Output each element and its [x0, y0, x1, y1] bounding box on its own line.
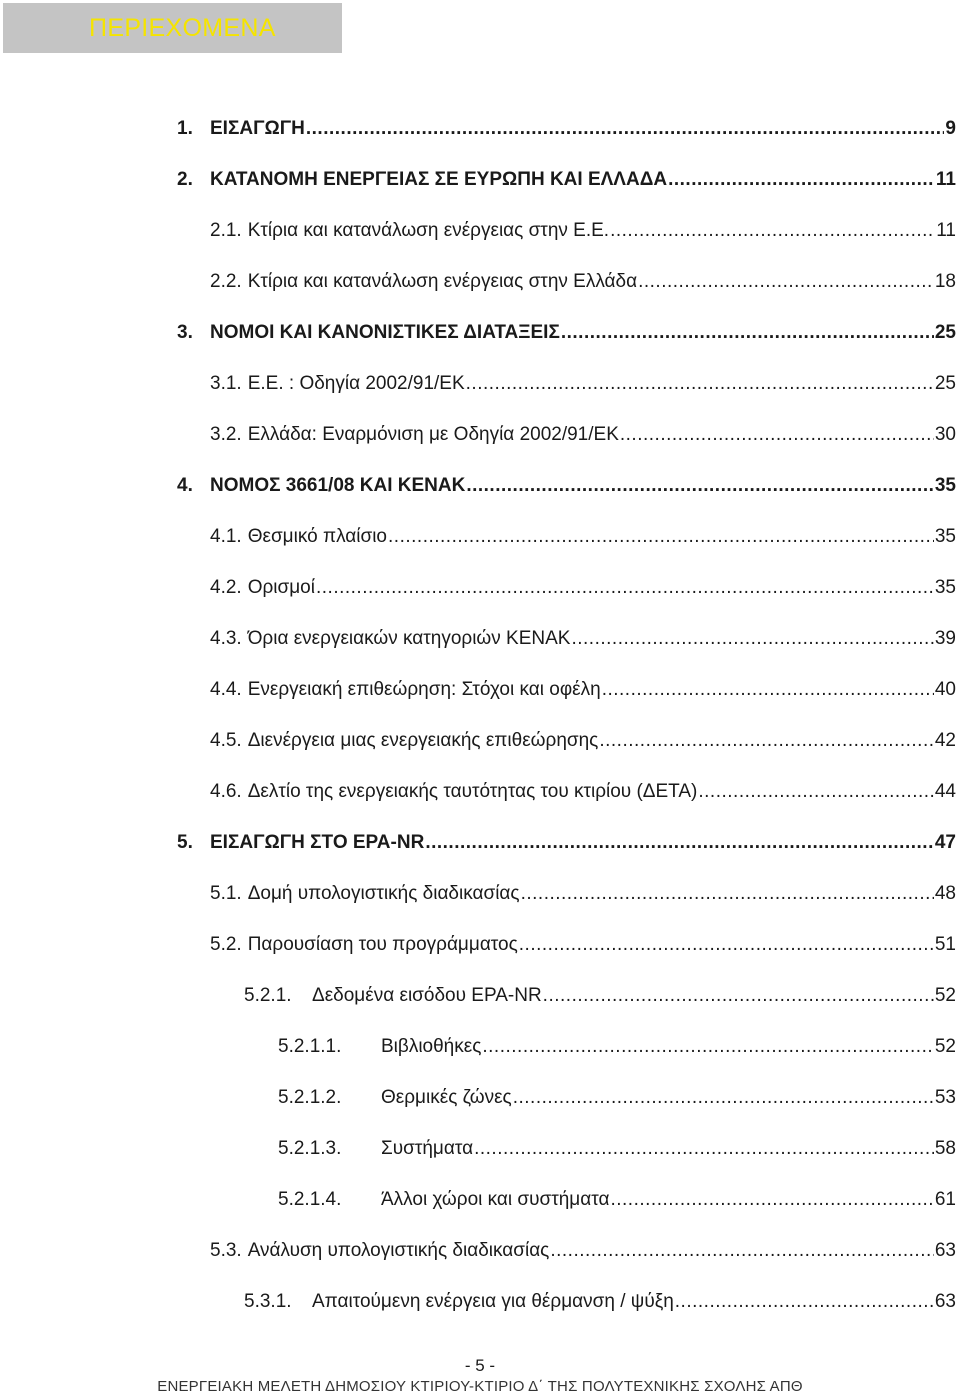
toc-entry-number: 4.	[177, 474, 193, 496]
toc-entry[interactable]	[0, 715, 960, 766]
toc-entry-number: 5.2.1.1.	[278, 1035, 342, 1057]
toc-leader-dots	[668, 168, 935, 192]
toc-entry-title: Παρουσίαση του προγράμματος	[247, 933, 518, 955]
toc-entry[interactable]	[0, 409, 960, 460]
table-of-contents	[0, 103, 960, 1327]
toc-entry-page: 9	[945, 117, 956, 139]
toc-entry-number: 5.3.	[210, 1239, 242, 1261]
toc-entry[interactable]	[0, 613, 960, 664]
toc-entry-number: 5.	[177, 831, 193, 853]
toc-entry[interactable]	[0, 1276, 960, 1327]
toc-entry-title: Δελτίο της ενεργειακής ταυτότητας του κτιρίου (ΔΕΤΑ)	[247, 780, 698, 802]
toc-entry[interactable]	[0, 205, 960, 256]
contents-heading: ΠΕΡΙΕΧΟΜΕΝΑ	[89, 13, 276, 42]
toc-entry-page: 44	[934, 780, 956, 802]
toc-entry[interactable]	[0, 664, 960, 715]
toc-entry-title: Κτίρια και κατανάλωση ενέργειας στην Ε.Ε.	[247, 219, 610, 241]
toc-entry-number: 3.2.	[210, 423, 242, 445]
toc-entry[interactable]	[0, 460, 960, 511]
toc-entry-page: 35	[934, 474, 956, 496]
toc-entry-page: 52	[934, 984, 956, 1006]
toc-leader-dots	[543, 984, 934, 1008]
toc-entry[interactable]	[0, 154, 960, 205]
toc-entry-number: 4.3.	[210, 627, 242, 649]
toc-entry-page: 30	[934, 423, 956, 445]
toc-leader-dots	[466, 372, 934, 396]
toc-entry-number: 4.2.	[210, 576, 242, 598]
toc-leader-dots	[602, 678, 934, 702]
toc-entry-page: 53	[934, 1086, 956, 1108]
toc-leader-dots	[620, 423, 934, 447]
toc-entry-page: 48	[934, 882, 956, 904]
toc-entry-title: Δεδομένα εισόδου EPA-NR	[312, 984, 542, 1006]
toc-entry[interactable]	[0, 1123, 960, 1174]
toc-entry[interactable]	[0, 766, 960, 817]
toc-entry[interactable]	[0, 562, 960, 613]
toc-leader-dots	[425, 831, 934, 855]
toc-entry-title: Ορισμοί	[247, 576, 315, 598]
toc-leader-dots	[521, 882, 934, 906]
toc-entry-title: Ανάλυση υπολογιστικής διαδικασίας	[247, 1239, 550, 1261]
toc-leader-dots	[550, 1239, 934, 1263]
toc-entry[interactable]	[0, 1072, 960, 1123]
toc-entry-page: 39	[934, 627, 956, 649]
toc-entry-number: 5.1.	[210, 882, 242, 904]
toc-entry[interactable]	[0, 919, 960, 970]
toc-leader-dots	[675, 1290, 934, 1314]
toc-leader-dots	[599, 729, 934, 753]
toc-entry-title: Ελλάδα: Εναρμόνιση με Οδηγία 2002/91/ΕΚ	[247, 423, 619, 445]
toc-entry-number: 3.1.	[210, 372, 242, 394]
toc-entry-page: 63	[934, 1290, 956, 1312]
toc-entry-title: ΝΟΜΟΣ 3661/08 ΚΑΙ ΚΕΝΑΚ	[210, 474, 466, 496]
toc-entry-number: 4.6.	[210, 780, 242, 802]
toc-leader-dots	[316, 576, 934, 600]
toc-leader-dots	[482, 1035, 933, 1059]
toc-entry[interactable]	[0, 1174, 960, 1225]
toc-entry[interactable]	[0, 868, 960, 919]
toc-entry-number: 5.2.	[210, 933, 242, 955]
toc-entry-number: 5.2.1.3.	[278, 1137, 342, 1159]
toc-entry-title: Δομή υπολογιστικής διαδικασίας	[247, 882, 520, 904]
toc-entry-page: 61	[934, 1188, 956, 1210]
toc-leader-dots	[698, 780, 933, 804]
toc-leader-dots	[466, 474, 934, 498]
toc-entry-title: Θερμικές ζώνες	[381, 1086, 512, 1108]
toc-entry-title: Όρια ενεργειακών κατηγοριών ΚΕΝΑΚ	[247, 627, 571, 649]
toc-entry-number: 3.	[177, 321, 193, 343]
toc-entry-number: 4.5.	[210, 729, 242, 751]
toc-entry-title: Βιβλιοθήκες	[381, 1035, 482, 1057]
toc-leader-dots	[610, 219, 935, 243]
toc-entry[interactable]	[0, 103, 960, 154]
toc-entry-page: 47	[934, 831, 956, 853]
toc-entry-title: Κτίρια και κατανάλωση ενέργειας στην Ελλάδα	[247, 270, 638, 292]
toc-entry-page: 51	[934, 933, 956, 955]
toc-entry-page: 42	[934, 729, 956, 751]
toc-entry[interactable]	[0, 1225, 960, 1276]
toc-entry-page: 35	[934, 525, 956, 547]
toc-entry-title: Ε.Ε. : Οδηγία 2002/91/ΕΚ	[247, 372, 465, 394]
toc-leader-dots	[571, 627, 933, 651]
toc-leader-dots	[474, 1137, 934, 1161]
toc-entry-number: 4.1.	[210, 525, 242, 547]
toc-leader-dots	[561, 321, 934, 345]
toc-entry-number: 5.2.1.	[244, 984, 292, 1006]
toc-entry[interactable]	[0, 307, 960, 358]
toc-leader-dots	[388, 525, 934, 549]
toc-entry-page: 18	[934, 270, 956, 292]
toc-entry[interactable]	[0, 817, 960, 868]
toc-entry-title: ΕΙΣΑΓΩΓΗ	[210, 117, 305, 139]
toc-entry-title: Διενέργεια μιας ενεργειακής επιθεώρησης	[247, 729, 599, 751]
toc-entry-number: 2.2.	[210, 270, 242, 292]
contents-heading-box	[3, 3, 342, 53]
toc-entry-number: 5.2.1.4.	[278, 1188, 342, 1210]
toc-entry[interactable]	[0, 511, 960, 562]
toc-leader-dots	[519, 933, 934, 957]
toc-leader-dots	[610, 1188, 933, 1212]
toc-entry-title: ΕΙΣΑΓΩΓΗ ΣΤΟ EPA-NR	[210, 831, 425, 853]
toc-entry-page: 25	[934, 321, 956, 343]
toc-entry-title: Ενεργειακή επιθεώρηση: Στόχοι και οφέλη	[247, 678, 601, 700]
toc-entry-page: 11	[936, 219, 956, 241]
toc-leader-dots	[638, 270, 934, 294]
toc-entry-title: ΝΟΜΟΙ ΚΑΙ ΚΑΝΟΝΙΣΤΙΚΕΣ ΔΙΑΤΑΞΕΙΣ	[210, 321, 560, 343]
toc-entry-number: 2.	[177, 168, 193, 190]
toc-entry-number: 2.1.	[210, 219, 242, 241]
toc-entry-title: ΚΑΤΑΝΟΜΗ ΕΝΕΡΓΕΙΑΣ ΣΕ ΕΥΡΩΠΗ ΚΑΙ ΕΛΛΑΔΑ	[210, 168, 668, 190]
toc-entry-page: 58	[934, 1137, 956, 1159]
toc-entry-title: Άλλοι χώροι και συστήματα	[381, 1188, 610, 1210]
toc-leader-dots	[306, 117, 945, 141]
toc-entry-page: 35	[934, 576, 956, 598]
toc-entry-page: 25	[934, 372, 956, 394]
page-number: - 5 -	[464, 1356, 496, 1375]
toc-entry[interactable]	[0, 256, 960, 307]
toc-entry-page: 11	[935, 168, 956, 190]
toc-entry[interactable]	[0, 970, 960, 1021]
toc-entry-number: 4.4.	[210, 678, 242, 700]
toc-entry-title: Συστήματα	[381, 1137, 474, 1159]
running-footer: ΕΝΕΡΓΕΙΑΚΗ ΜΕΛΕΤΗ ΔΗΜΟΣΙΟΥ ΚΤΙΡΙΟΥ-ΚΤΙΡΙΟ Δ΄ ΤΗΣ ΠΟΛΥΤΕΧΝΙΚΗΣ ΣΧΟΛΗΣ ΑΠΘ	[157, 1378, 803, 1395]
toc-entry[interactable]	[0, 1021, 960, 1072]
toc-entry-title: Απαιτούμενη ενέργεια για θέρμανση / ψύξη	[312, 1290, 674, 1312]
toc-entry-number: 5.3.1.	[244, 1290, 292, 1312]
toc-entry-title: Θεσμικό πλαίσιο	[247, 525, 388, 547]
toc-entry-page: 63	[934, 1239, 956, 1261]
toc-entry-number: 1.	[177, 117, 193, 139]
toc-entry-page: 52	[934, 1035, 956, 1057]
toc-leader-dots	[513, 1086, 934, 1110]
toc-entry[interactable]	[0, 358, 960, 409]
toc-entry-page: 40	[934, 678, 956, 700]
toc-entry-number: 5.2.1.2.	[278, 1086, 342, 1108]
